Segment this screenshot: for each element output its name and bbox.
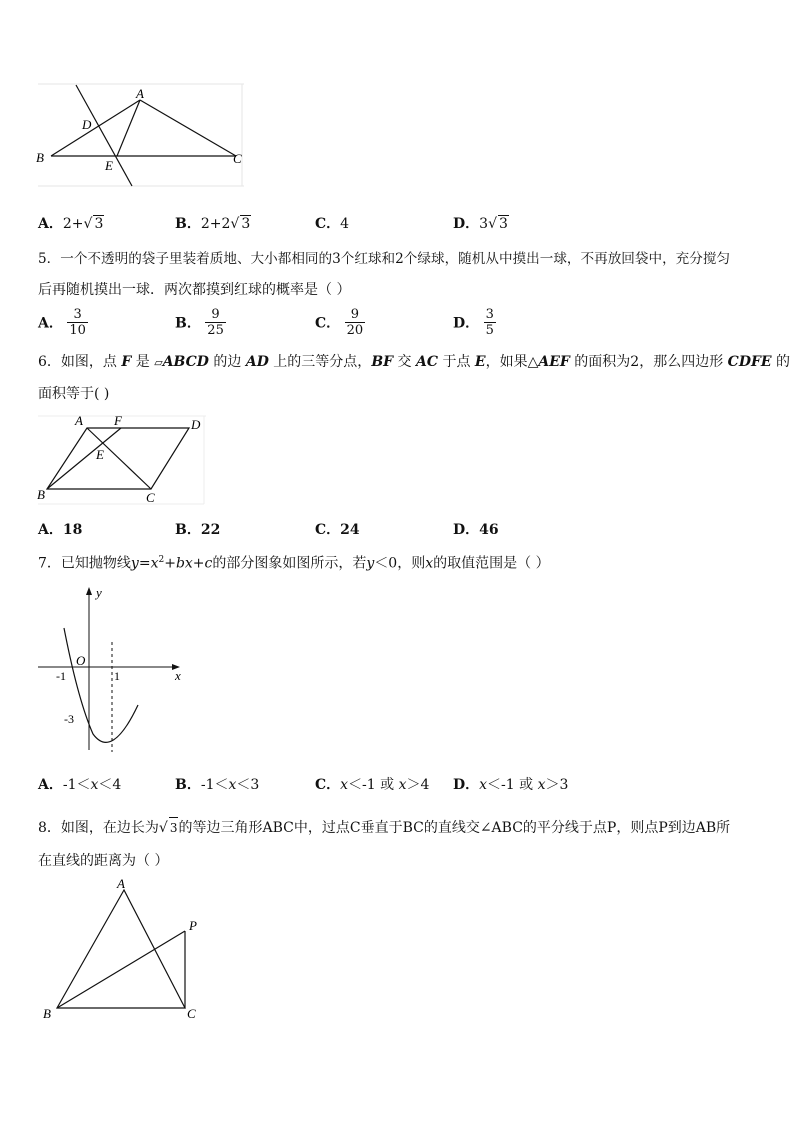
figure-q7-parabola bbox=[34, 580, 194, 755]
q4-option-b[interactable]: B．2+2√ 3 bbox=[175, 216, 251, 232]
label-D: D bbox=[82, 117, 92, 132]
label-C: C bbox=[146, 490, 155, 505]
parabola-curve bbox=[64, 628, 138, 742]
q6-line1: 6．如图，点 F 是 ▱ABCD 的边 AD 上的三等分点，BF 交 AC 于点 E，如果△AEF 的面积为2，那么四边形 CDFE 的 bbox=[38, 354, 791, 370]
figure-q6-parallelogram bbox=[34, 412, 210, 508]
q6-option-d[interactable]: D．46 bbox=[453, 522, 499, 538]
q6-option-a[interactable]: A．18 bbox=[38, 522, 83, 538]
label-E: E bbox=[96, 447, 104, 462]
q6-option-c[interactable]: C．24 bbox=[315, 522, 360, 538]
label-y: y bbox=[96, 585, 102, 600]
q5-option-d[interactable]: D． $\frac{3}{5}$ bbox=[453, 307, 494, 338]
q5-option-a[interactable]: A． $\frac{3}{10}$ bbox=[38, 307, 86, 338]
triangle-abc bbox=[57, 890, 185, 1008]
label-B: B bbox=[36, 150, 44, 165]
label-1: 1 bbox=[114, 669, 120, 683]
q8-line1: 8．如图，在边长为√ 3的等边三角形ABC中，过点C垂直于BC的直线交∠ABC的平分线于点P，则点P到边AB所 bbox=[38, 817, 730, 838]
q8-line2: 在直线的距离为（ ） bbox=[38, 853, 169, 869]
q5-option-c[interactable]: C． $\frac{9}{20}$ bbox=[315, 307, 364, 338]
label-x: x bbox=[175, 668, 181, 683]
q4-option-c[interactable]: C．4 bbox=[315, 216, 350, 232]
q5-option-b[interactable]: B． $\frac{9}{25}$ bbox=[175, 307, 224, 338]
label-A: A bbox=[117, 876, 125, 891]
q7-option-b[interactable]: B．-1＜x＜3 bbox=[175, 777, 260, 793]
q4-option-a[interactable]: A．2+√ 3 bbox=[38, 216, 104, 232]
q5-line2: 后再随机摸出一球．两次都摸到红球的概率是（ ） bbox=[38, 282, 351, 298]
label-neg1: -1 bbox=[56, 669, 66, 683]
q7-question: 7．已知抛物线$y=x^2+bx+c$的部分图象如图所示，若y＜0，则x的取值范围是（ ） bbox=[38, 555, 550, 572]
label-C: C bbox=[187, 1006, 196, 1021]
label-A: A bbox=[75, 413, 83, 428]
label-B: B bbox=[43, 1006, 51, 1021]
q6-line2: 面积等于( ) bbox=[38, 386, 110, 402]
segment-ae bbox=[117, 100, 140, 156]
label-E: E bbox=[105, 158, 113, 173]
segment-ac bbox=[140, 100, 236, 156]
q4-option-d[interactable]: D．3√ 3 bbox=[453, 216, 508, 232]
label-F: F bbox=[114, 413, 122, 428]
q5-line1: 5．一个不透明的袋子里装着质地、大小都相同的3个红球和2个绿球，随机从中摸出一球，不再放回袋中，充分搅匀 bbox=[38, 251, 731, 267]
figure-q8-triangle bbox=[38, 876, 210, 1024]
label-P: P bbox=[189, 918, 197, 933]
q7-option-d[interactable]: D．x＜-1 或 x＞3 bbox=[453, 777, 569, 793]
label-B: B bbox=[37, 487, 45, 502]
label-C: C bbox=[233, 151, 242, 166]
y-axis-arrow bbox=[86, 587, 92, 595]
q7-option-c[interactable]: C．x＜-1 或 x＞4 bbox=[315, 777, 430, 793]
label-A: A bbox=[136, 86, 144, 101]
segment-bf bbox=[47, 428, 121, 489]
segment-ab bbox=[51, 100, 140, 156]
figure-q4-triangle bbox=[34, 82, 246, 192]
label-neg3: -3 bbox=[64, 712, 74, 726]
parallelogram-abcd bbox=[47, 428, 189, 489]
segment-bp bbox=[57, 931, 185, 1008]
label-D: D bbox=[191, 417, 201, 432]
label-O: O bbox=[76, 653, 86, 668]
q6-option-b[interactable]: B．22 bbox=[175, 522, 221, 538]
q7-option-a[interactable]: A．-1＜x＜4 bbox=[38, 777, 122, 793]
